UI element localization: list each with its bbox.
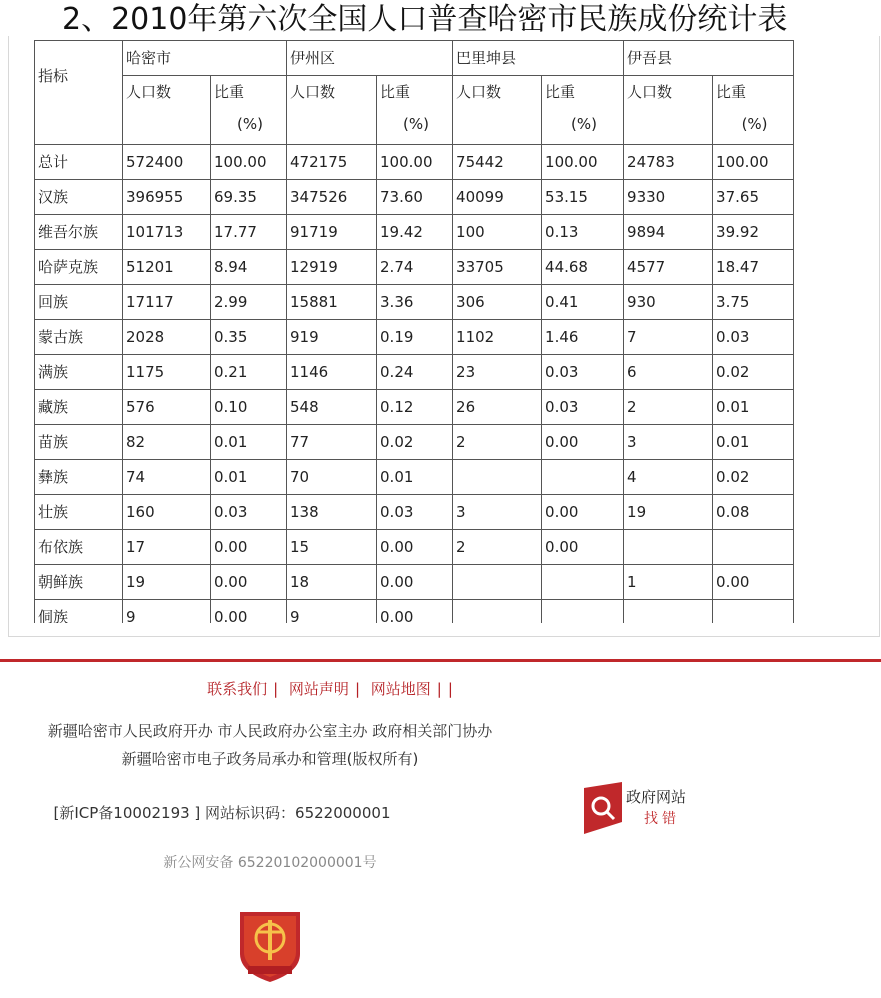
share-cell: 0.08 (713, 495, 794, 530)
region-header: 巴里坤县 (453, 41, 624, 76)
share-cell: 0.00 (377, 600, 453, 624)
population-cell: 17 (123, 530, 211, 565)
share-cell: 17.77 (211, 215, 287, 250)
share-cell: 0.01 (377, 460, 453, 495)
separator: | (436, 680, 442, 698)
population-cell: 576 (123, 390, 211, 425)
population-cell: 306 (453, 285, 542, 320)
table-row (35, 425, 794, 460)
population-cell: 91719 (287, 215, 377, 250)
population-cell: 9 (287, 600, 377, 624)
statement-link[interactable]: 网站声明 (288, 680, 349, 698)
population-cell: 40099 (453, 180, 542, 215)
table-row (35, 530, 794, 565)
population-cell: 1102 (453, 320, 542, 355)
population-cell (624, 530, 713, 565)
population-cell: 930 (624, 285, 713, 320)
population-cell: 15881 (287, 285, 377, 320)
population-cell: 548 (287, 390, 377, 425)
pop-header: 人口数 (624, 76, 713, 145)
population-cell: 18 (287, 565, 377, 600)
page-title: 2、2010年第六次全国人口普查哈密市民族成份统计表 (62, 2, 788, 37)
separator: | (354, 680, 360, 698)
share-cell: 44.68 (542, 250, 624, 285)
share-cell: 0.12 (377, 390, 453, 425)
population-cell: 7 (624, 320, 713, 355)
population-cell: 160 (123, 495, 211, 530)
share-cell: 2.99 (211, 285, 287, 320)
population-cell: 2 (453, 530, 542, 565)
table-row (35, 495, 794, 530)
ethnicity-cell: 藏族 (35, 390, 123, 425)
share-cell: 8.94 (211, 250, 287, 285)
share-header: 比重 (%) (377, 76, 453, 145)
population-cell: 23 (453, 355, 542, 390)
region-header: 伊州区 (287, 41, 453, 76)
share-header: 比重 (%) (542, 76, 624, 145)
population-cell: 17117 (123, 285, 211, 320)
share-cell: 3.36 (377, 285, 453, 320)
share-cell: 0.03 (713, 320, 794, 355)
share-cell: 0.01 (211, 425, 287, 460)
share-cell: 100.00 (713, 145, 794, 180)
ethnicity-cell: 朝鲜族 (35, 565, 123, 600)
share-cell: 0.35 (211, 320, 287, 355)
population-cell: 24783 (624, 145, 713, 180)
share-cell: 0.00 (542, 495, 624, 530)
share-cell: 0.03 (542, 355, 624, 390)
share-cell: 0.24 (377, 355, 453, 390)
ethnicity-cell: 蒙古族 (35, 320, 123, 355)
population-cell: 15 (287, 530, 377, 565)
share-cell: 19.42 (377, 215, 453, 250)
share-cell: 0.19 (377, 320, 453, 355)
population-cell: 26 (453, 390, 542, 425)
table-row (35, 250, 794, 285)
share-cell: 3.75 (713, 285, 794, 320)
ethnicity-cell: 壮族 (35, 495, 123, 530)
badge-subtitle: 找错 (644, 811, 680, 827)
ethnicity-cell: 侗族 (35, 600, 123, 624)
population-cell (453, 460, 542, 495)
sponsor-text: 新疆哈密市人民政府开办 市人民政府办公室主办 政府相关部门协办 (47, 722, 493, 740)
population-cell: 19 (123, 565, 211, 600)
population-cell: 472175 (287, 145, 377, 180)
population-cell (624, 600, 713, 624)
population-cell: 138 (287, 495, 377, 530)
share-cell: 0.00 (377, 565, 453, 600)
population-cell: 33705 (453, 250, 542, 285)
table-row (35, 285, 794, 320)
population-cell: 1146 (287, 355, 377, 390)
gov-site-error-badge[interactable] (582, 782, 712, 838)
share-cell: 0.21 (211, 355, 287, 390)
table-row (35, 390, 794, 425)
population-cell: 9 (123, 600, 211, 624)
population-cell: 12919 (287, 250, 377, 285)
table-row (35, 600, 794, 624)
share-cell: 0.02 (713, 355, 794, 390)
population-cell: 77 (287, 425, 377, 460)
population-cell: 100 (453, 215, 542, 250)
population-cell: 9330 (624, 180, 713, 215)
separator: | (273, 680, 279, 698)
population-cell: 1 (624, 565, 713, 600)
share-cell: 0.00 (713, 565, 794, 600)
share-cell: 0.03 (211, 495, 287, 530)
population-cell (453, 600, 542, 624)
magnifier-flag-icon (582, 782, 626, 838)
population-cell: 3 (624, 425, 713, 460)
region-header: 伊吾县 (624, 41, 794, 76)
population-cell: 919 (287, 320, 377, 355)
population-cell: 75442 (453, 145, 542, 180)
ethnicity-cell: 满族 (35, 355, 123, 390)
share-cell: 0.00 (542, 530, 624, 565)
share-cell: 0.00 (211, 530, 287, 565)
share-cell: 0.13 (542, 215, 624, 250)
population-cell: 396955 (123, 180, 211, 215)
police-record-text[interactable]: 新公网安备 65220102000001号 (163, 855, 377, 871)
share-cell (713, 600, 794, 624)
population-cell: 572400 (123, 145, 211, 180)
population-cell: 82 (123, 425, 211, 460)
table-row (35, 355, 794, 390)
share-cell: 100.00 (211, 145, 287, 180)
share-cell: 2.74 (377, 250, 453, 285)
share-cell: 69.35 (211, 180, 287, 215)
population-cell (453, 565, 542, 600)
share-cell: 0.03 (542, 390, 624, 425)
population-cell: 2 (624, 390, 713, 425)
ethnicity-cell: 彝族 (35, 460, 123, 495)
separator: | (447, 680, 453, 698)
icp-text[interactable]: [新ICP备10002193 ] 网站标识码：6522000001 (53, 804, 391, 822)
population-cell: 51201 (123, 250, 211, 285)
table-row (35, 320, 794, 355)
share-header: 比重 (%) (211, 76, 287, 145)
share-cell: 0.00 (542, 425, 624, 460)
population-cell: 6 (624, 355, 713, 390)
share-cell: 0.00 (211, 600, 287, 624)
badge-title: 政府网站 (626, 788, 687, 806)
share-cell: 100.00 (377, 145, 453, 180)
share-cell (542, 565, 624, 600)
share-cell: 0.01 (713, 390, 794, 425)
table-row (35, 180, 794, 215)
ethnicity-cell: 总计 (35, 145, 123, 180)
ethnicity-cell: 回族 (35, 285, 123, 320)
table-row (35, 145, 794, 180)
population-cell: 1175 (123, 355, 211, 390)
share-cell (542, 600, 624, 624)
share-cell: 100.00 (542, 145, 624, 180)
share-cell: 0.01 (713, 425, 794, 460)
share-cell: 0.03 (377, 495, 453, 530)
share-cell: 0.02 (377, 425, 453, 460)
population-cell: 2028 (123, 320, 211, 355)
copyright-text: 新疆哈密市电子政务局承办和管理(版权所有) (121, 750, 419, 768)
pop-header: 人口数 (123, 76, 211, 145)
share-cell: 0.00 (377, 530, 453, 565)
population-cell: 3 (453, 495, 542, 530)
ethnicity-cell: 汉族 (35, 180, 123, 215)
population-cell: 9894 (624, 215, 713, 250)
ethnic-stats-table (34, 40, 794, 623)
population-cell: 19 (624, 495, 713, 530)
contact-link[interactable]: 联系我们 (207, 680, 268, 698)
share-cell: 53.15 (542, 180, 624, 215)
population-cell: 347526 (287, 180, 377, 215)
share-cell (713, 530, 794, 565)
population-cell: 74 (123, 460, 211, 495)
population-cell: 70 (287, 460, 377, 495)
share-cell: 0.01 (211, 460, 287, 495)
ethnicity-cell: 哈萨克族 (35, 250, 123, 285)
table-row (35, 565, 794, 600)
share-cell: 1.46 (542, 320, 624, 355)
footer-divider (0, 659, 881, 662)
table-scroll-area[interactable] (34, 40, 794, 623)
sitemap-link[interactable]: 网站地图 (370, 680, 431, 698)
ethnicity-cell: 苗族 (35, 425, 123, 460)
share-cell: 18.47 (713, 250, 794, 285)
population-cell: 2 (453, 425, 542, 460)
share-cell: 73.60 (377, 180, 453, 215)
population-cell: 4 (624, 460, 713, 495)
indicator-header: 指标 (35, 41, 123, 145)
share-cell: 37.65 (713, 180, 794, 215)
share-cell: 0.41 (542, 285, 624, 320)
share-cell: 0.02 (713, 460, 794, 495)
share-cell: 0.10 (211, 390, 287, 425)
pop-header: 人口数 (287, 76, 377, 145)
share-cell: 39.92 (713, 215, 794, 250)
footer-links (0, 678, 660, 699)
ethnicity-cell: 维吾尔族 (35, 215, 123, 250)
share-cell: 0.00 (211, 565, 287, 600)
share-cell (542, 460, 624, 495)
population-cell: 4577 (624, 250, 713, 285)
table-row (35, 215, 794, 250)
population-cell: 101713 (123, 215, 211, 250)
region-header: 哈密市 (123, 41, 287, 76)
ethnicity-cell: 布依族 (35, 530, 123, 565)
share-header: 比重 (%) (713, 76, 794, 145)
pop-header: 人口数 (453, 76, 542, 145)
table-row (35, 460, 794, 495)
party-government-emblem-icon[interactable] (236, 906, 304, 984)
